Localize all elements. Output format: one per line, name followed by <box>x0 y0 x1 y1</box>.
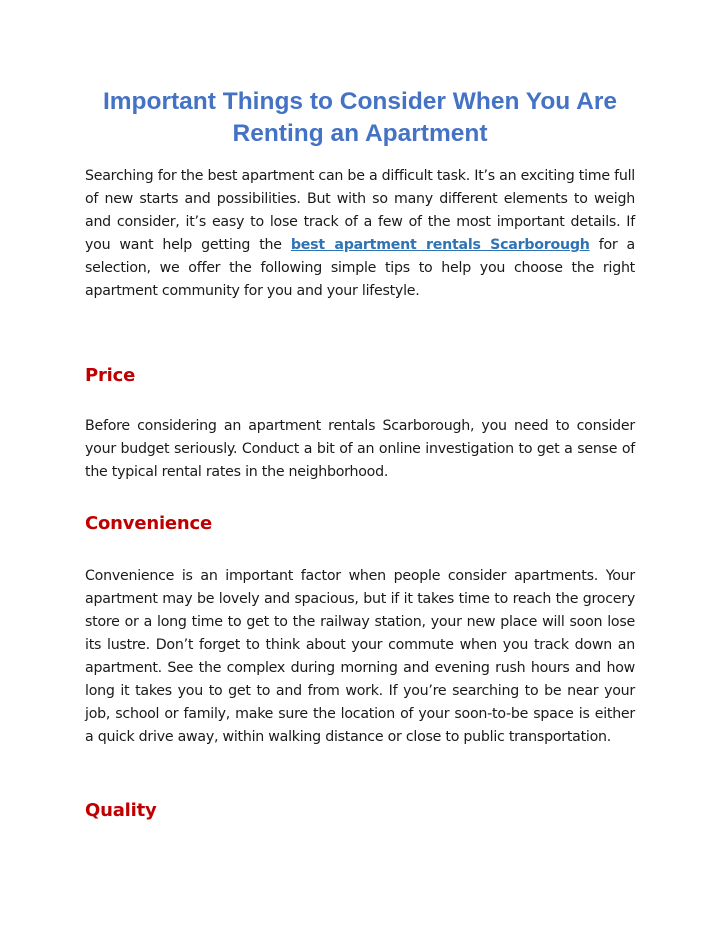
intro-text-after-link: for a selection, we offer the following simple tips to help you choose the right apartment community for you and your lifestyle. <box>85 237 635 299</box>
section-heading-quality: Quality <box>85 800 157 821</box>
section-heading-convenience: Convenience <box>85 513 213 534</box>
page-title: Important Things to Consider When You Are Renting an Apartment <box>102 88 618 147</box>
intro-paragraph <box>85 165 635 303</box>
apartment-rentals-link[interactable]: best apartment rentals Scarborough <box>290 237 590 253</box>
section-body-convenience: Convenience is an important factor when people consider apartments. Your apartment may be lovely and spacious, but if it takes time to reach the grocery store or a long time to get to the railway station, your new place will soon lose its lustre. Don’t forget to think about your commute when you track down an apartment. See the complex during morning and evening rush hours and how long it takes you to get to and from work. If you’re searching to be near your job, school or family, make sure the location of your soon-to-be space is either a quick drive away, within walking distance or close to public transportation. <box>85 568 635 745</box>
section-heading-price: Price <box>85 365 136 386</box>
intro-text-before-link: Searching for the best apartment can be a difficult task. It’s an exciting time full of new starts and possibilities. But with so many different elements to weigh and consider, it’s easy to lose track of a few of the most important details. If you want help getting the <box>85 168 635 253</box>
section-body-price: Before considering an apartment rentals Scarborough, you need to consider your budget seriously. Conduct a bit of an online investigation to get a sense of the typical rental rates in the neighborhood. <box>85 418 635 480</box>
